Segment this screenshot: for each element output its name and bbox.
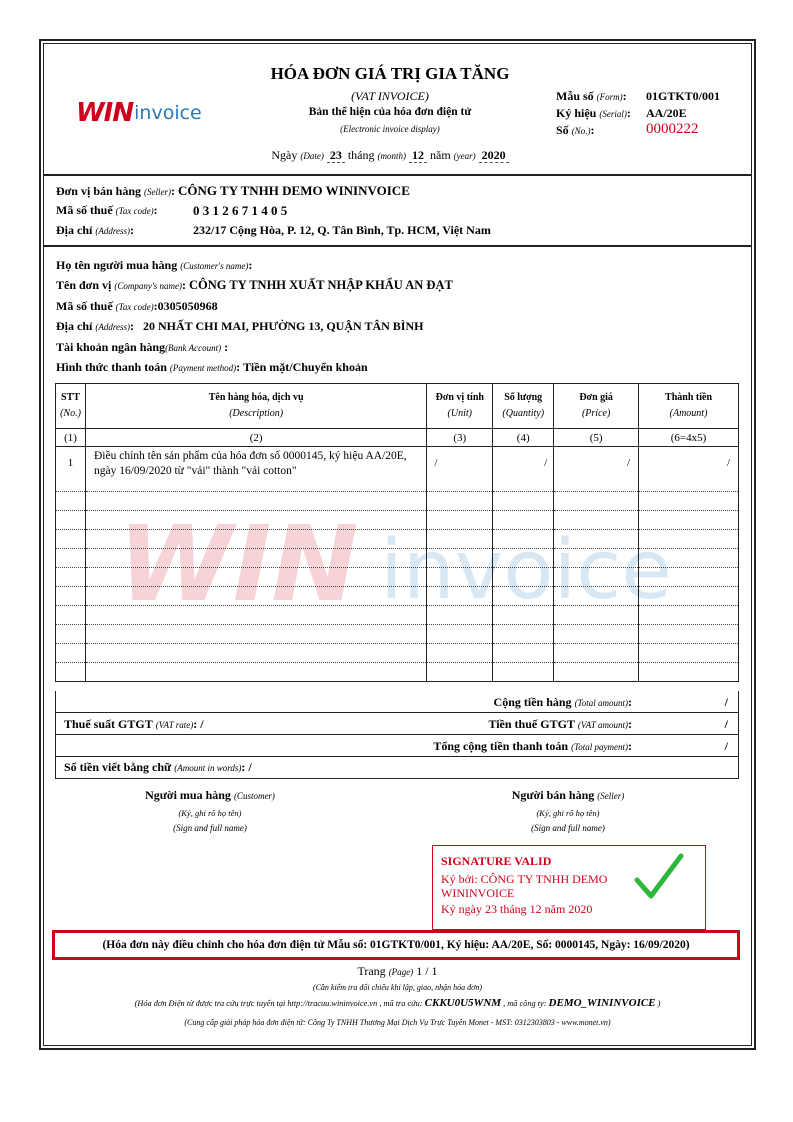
signed-date: Ký ngày 23 tháng 12 năm 2020 bbox=[441, 902, 593, 916]
buyer-tax-row: Mã số thuế (Tax code):0305050968 bbox=[56, 299, 218, 313]
seller-tax-en: (Tax code) bbox=[115, 206, 154, 216]
date-year-en: (year) bbox=[453, 151, 476, 161]
item-unit: / bbox=[427, 447, 493, 492]
sign-instruction-en: (Sign and full name) bbox=[173, 823, 247, 833]
index-cell: (3) bbox=[427, 429, 493, 447]
table-row bbox=[56, 625, 739, 644]
display-label: Bản thể hiện của hóa đơn điện tử bbox=[308, 106, 472, 118]
total-amount-row: Cộng tiền hàng (Total amount): / bbox=[55, 691, 739, 713]
date-day-en: (Date) bbox=[300, 151, 324, 161]
vat-rate-en: (VAT rate) bbox=[155, 720, 194, 730]
index-cell: (1) bbox=[56, 429, 86, 447]
buyer-address-row: Địa chỉ (Address): 20 NHẤT CHI MAI, PHƯỜNG 13, QUẬN TÂN BÌNH bbox=[56, 319, 424, 333]
table-row bbox=[56, 530, 739, 549]
buyer-bank-en: (Bank Account) bbox=[165, 343, 222, 353]
col-header-description: Tên hàng hóa, dịch vụ (Description) bbox=[85, 384, 426, 429]
lookup-mid: , mã công ty: bbox=[503, 999, 547, 1008]
col-header-no: STT (No.) bbox=[56, 384, 86, 429]
seller-tax-label: Mã số thuế bbox=[56, 203, 113, 217]
index-cell: (2) bbox=[85, 429, 426, 447]
buyer-pay-en: (Payment method) bbox=[169, 363, 237, 373]
table-row bbox=[56, 606, 739, 625]
date-year-label: năm bbox=[430, 148, 451, 162]
seller-tax: 0 3 1 2 6 7 1 4 0 5 bbox=[193, 203, 288, 218]
items-table bbox=[55, 383, 739, 682]
item-description: Điều chỉnh tên sản phẩm của hóa đơn số 0000145, ký hiệu AA/20E, ngày 16/09/2020 từ "vải" thành "vải cotton" bbox=[85, 447, 426, 492]
col-header-price: Đơn giá (Price) bbox=[554, 384, 639, 429]
total-label: Cộng tiền hàng bbox=[493, 695, 572, 709]
logo-invoice: invoice bbox=[134, 102, 202, 124]
vat-amount: / bbox=[724, 717, 728, 731]
divider bbox=[43, 174, 752, 176]
total-payment: / bbox=[724, 739, 728, 753]
page-label: Trang bbox=[357, 964, 386, 978]
buyer-payment-row: Hình thức thanh toán (Payment method): Tiền mặt/Chuyển khoản bbox=[56, 360, 368, 374]
lookup-info bbox=[43, 997, 752, 1009]
table-row bbox=[56, 568, 739, 587]
buyer-tax-en: (Tax code) bbox=[115, 302, 154, 312]
item-no: 1 bbox=[56, 447, 86, 492]
words-label: Số tiền viết bằng chữ bbox=[64, 760, 172, 774]
form-en: (Form) bbox=[596, 92, 623, 102]
buyer-signature bbox=[130, 788, 290, 833]
company-code: DEMO_WININVOICE bbox=[548, 997, 656, 1009]
divider bbox=[43, 245, 752, 247]
seller-name-row: Đơn vị bán hàng (Seller): CÔNG TY TNHH DEMO WININVOICE bbox=[56, 183, 410, 198]
vat-row: Thuế suất GTGT (VAT rate): / Tiền thuế GTGT (VAT amount): / bbox=[55, 713, 739, 735]
buyer-cust-en: (Customer's name) bbox=[180, 261, 249, 271]
buyer-address: 20 NHẤT CHI MAI, PHƯỜNG 13, QUẬN TÂN BÌNH bbox=[143, 319, 424, 333]
form-value: 01GTKT0/001 bbox=[646, 89, 721, 103]
buyer-cust-label: Họ tên người mua hàng bbox=[56, 258, 178, 272]
seller-sign-label: Người bán hàng bbox=[511, 788, 595, 802]
buyer-company: CÔNG TY TNHH XUẤT NHẬP KHẨU AN ĐẠT bbox=[189, 278, 453, 292]
lookup-code[interactable]: CKKU0U5WNM bbox=[424, 997, 502, 1009]
buyer-tax: 0305050968 bbox=[157, 299, 218, 313]
vat-rate: / bbox=[200, 717, 204, 731]
date-month-en: (month) bbox=[377, 151, 406, 161]
seller-name: CÔNG TY TNHH DEMO WININVOICE bbox=[178, 183, 410, 198]
amount-in-words-row: Số tiền viết bằng chữ (Amount in words): / bbox=[55, 757, 739, 779]
serial-label: Ký hiệu bbox=[556, 106, 597, 120]
seller-name-en: (Seller) bbox=[144, 187, 172, 197]
total-amount: / bbox=[724, 695, 728, 709]
seller-address: 232/17 Cộng Hòa, P. 12, Q. Tân Bình, Tp. HCM, Việt Nam bbox=[193, 223, 491, 237]
table-row bbox=[56, 644, 739, 663]
buyer-bank-label: Tài khoản ngân hàng bbox=[56, 340, 166, 354]
signature-valid-title: SIGNATURE VALID bbox=[441, 854, 552, 868]
date-year: 2020 bbox=[479, 148, 509, 163]
watermark-win: WIN bbox=[118, 512, 359, 612]
date-month: 12 bbox=[409, 148, 427, 163]
number-en: (No.) bbox=[571, 126, 591, 136]
buyer-pay-label: Hình thức thanh toán bbox=[56, 360, 167, 374]
form-label: Mẫu số bbox=[556, 89, 594, 103]
item-price: / bbox=[554, 447, 639, 492]
buyer-tax-label: Mã số thuế bbox=[56, 299, 113, 313]
page-number: 1 / 1 bbox=[416, 964, 438, 978]
amount-in-words: / bbox=[248, 760, 252, 774]
digital-signature-box[interactable] bbox=[432, 845, 706, 930]
sign-instruction: (Ký, ghi rõ họ tên) bbox=[536, 808, 600, 818]
col-header-quantity: Số lượng (Quantity) bbox=[493, 384, 554, 429]
buyer-company-en: (Company's name) bbox=[114, 281, 183, 291]
form-number: Mẫu số (Form): 01GTKT0/001 bbox=[556, 89, 721, 103]
vat-amount-label: Tiền thuế GTGT bbox=[488, 717, 575, 731]
seller-signature bbox=[488, 788, 648, 833]
buyer-company-label: Tên đơn vị bbox=[56, 278, 112, 292]
buyer-sign-en: (Customer) bbox=[233, 791, 275, 801]
buyer-company-row: Tên đơn vị (Company's name): CÔNG TY TNHH XUẤT NHẬP KHẨU AN ĐẠT bbox=[56, 278, 453, 292]
seller-name-label: Đơn vị bán hàng bbox=[56, 184, 142, 198]
signed-by: Ký bởi: CÔNG TY TNHH DEMO WININVOICE bbox=[441, 872, 608, 900]
wininvoice-logo bbox=[76, 98, 202, 128]
col-header-amount: Thành tiền (Amount) bbox=[639, 384, 739, 429]
table-index-row bbox=[56, 429, 739, 447]
total-payment-en: (Total payment) bbox=[571, 742, 628, 752]
index-cell: (4) bbox=[493, 429, 554, 447]
seller-addr-label: Địa chỉ bbox=[56, 223, 93, 237]
number-value: 0000222 bbox=[646, 121, 699, 137]
lookup-end: ) bbox=[657, 999, 661, 1008]
total-en: (Total amount) bbox=[574, 698, 628, 708]
buyer-addr-label: Địa chỉ bbox=[56, 319, 93, 333]
buyer-sign-label: Người mua hàng bbox=[145, 788, 231, 802]
check-icon bbox=[633, 852, 685, 902]
total-payment-row: Tổng cộng tiền thanh toán (Total payment): / bbox=[55, 735, 739, 757]
total-payment-label: Tổng cộng tiền thanh toán bbox=[433, 739, 569, 753]
adjustment-note: (Hóa đơn này điều chỉnh cho hóa đơn điện tử Mẫu số: 01GTKT0/001, Ký hiệu: AA/20E, Số: 0000145, Ngày: 16/09/2020) bbox=[52, 930, 740, 960]
check-note: (Cần kiểm tra đối chiếu khi lập, giao, nhận hóa đơn) bbox=[312, 983, 483, 992]
buyer-bank-row: Tài khoản ngân hàng(Bank Account) : bbox=[56, 340, 229, 354]
vat-rate-label: Thuế suất GTGT bbox=[64, 717, 153, 731]
table-row bbox=[56, 492, 739, 511]
buyer-customer-row: Họ tên người mua hàng (Customer's name): bbox=[56, 258, 253, 272]
provider-info: (Cung cấp giải pháp hóa đơn điện tử: Công Ty TNHH Thương Mại Dịch Vụ Trực Tuyến Monet - MST: 0312303803 - www.monet.vn) bbox=[184, 1018, 611, 1027]
sign-instruction: (Ký, ghi rõ họ tên) bbox=[178, 808, 242, 818]
index-cell: (6=4x5) bbox=[639, 429, 739, 447]
table-row bbox=[56, 447, 739, 492]
seller-tax-row: Mã số thuế (Tax code): 0 3 1 2 6 7 1 4 0 5 bbox=[56, 203, 288, 218]
page-en: (Page) bbox=[388, 967, 414, 977]
table-row bbox=[56, 511, 739, 530]
invoice-number: Số (No.): 0000222 bbox=[556, 121, 699, 137]
invoice-subtitle: (VAT INVOICE) bbox=[351, 89, 429, 103]
item-quantity: / bbox=[493, 447, 554, 492]
buyer-addr-en: (Address) bbox=[95, 322, 131, 332]
table-row bbox=[56, 587, 739, 606]
serial: Ký hiệu (Serial): AA/20E bbox=[556, 106, 687, 120]
seller-address-row: Địa chỉ (Address): 232/17 Cộng Hòa, P. 12, Q. Tân Bình, Tp. HCM, Việt Nam bbox=[56, 223, 491, 237]
display-label-en: (Electronic invoice display) bbox=[340, 124, 440, 134]
seller-addr-en: (Address) bbox=[95, 226, 131, 236]
index-cell: (5) bbox=[554, 429, 639, 447]
serial-value: AA/20E bbox=[646, 106, 687, 120]
date-month-label: tháng bbox=[347, 148, 375, 162]
logo-win: WIN bbox=[76, 98, 134, 128]
table-row bbox=[56, 663, 739, 682]
sign-instruction-en: (Sign and full name) bbox=[531, 823, 605, 833]
page-indicator bbox=[43, 964, 752, 979]
buyer-payment-method: Tiền mặt/Chuyển khoản bbox=[243, 360, 368, 374]
table-row bbox=[56, 549, 739, 568]
vat-amount-en: (VAT amount) bbox=[577, 720, 628, 730]
number-label: Số bbox=[556, 123, 569, 137]
watermark-invoice: invoice bbox=[380, 523, 672, 612]
lookup-pre: (Hóa đơn Điện tử được tra cứu trực tuyến tại http://tracuu.wininvoice.vn , mã tra cứu: bbox=[134, 999, 423, 1008]
date-day: 23 bbox=[327, 148, 345, 163]
item-amount: / bbox=[639, 447, 739, 492]
date-day-label: Ngày bbox=[271, 148, 298, 162]
invoice-title: HÓA ĐƠN GIÁ TRỊ GIA TĂNG bbox=[270, 64, 510, 83]
invoice-date bbox=[240, 148, 540, 163]
words-en: (Amount in words) bbox=[174, 763, 242, 773]
table-header-row bbox=[56, 384, 739, 429]
seller-sign-en: (Seller) bbox=[597, 791, 625, 801]
col-header-unit: Đơn vị tính (Unit) bbox=[427, 384, 493, 429]
serial-en: (Serial) bbox=[599, 109, 627, 119]
